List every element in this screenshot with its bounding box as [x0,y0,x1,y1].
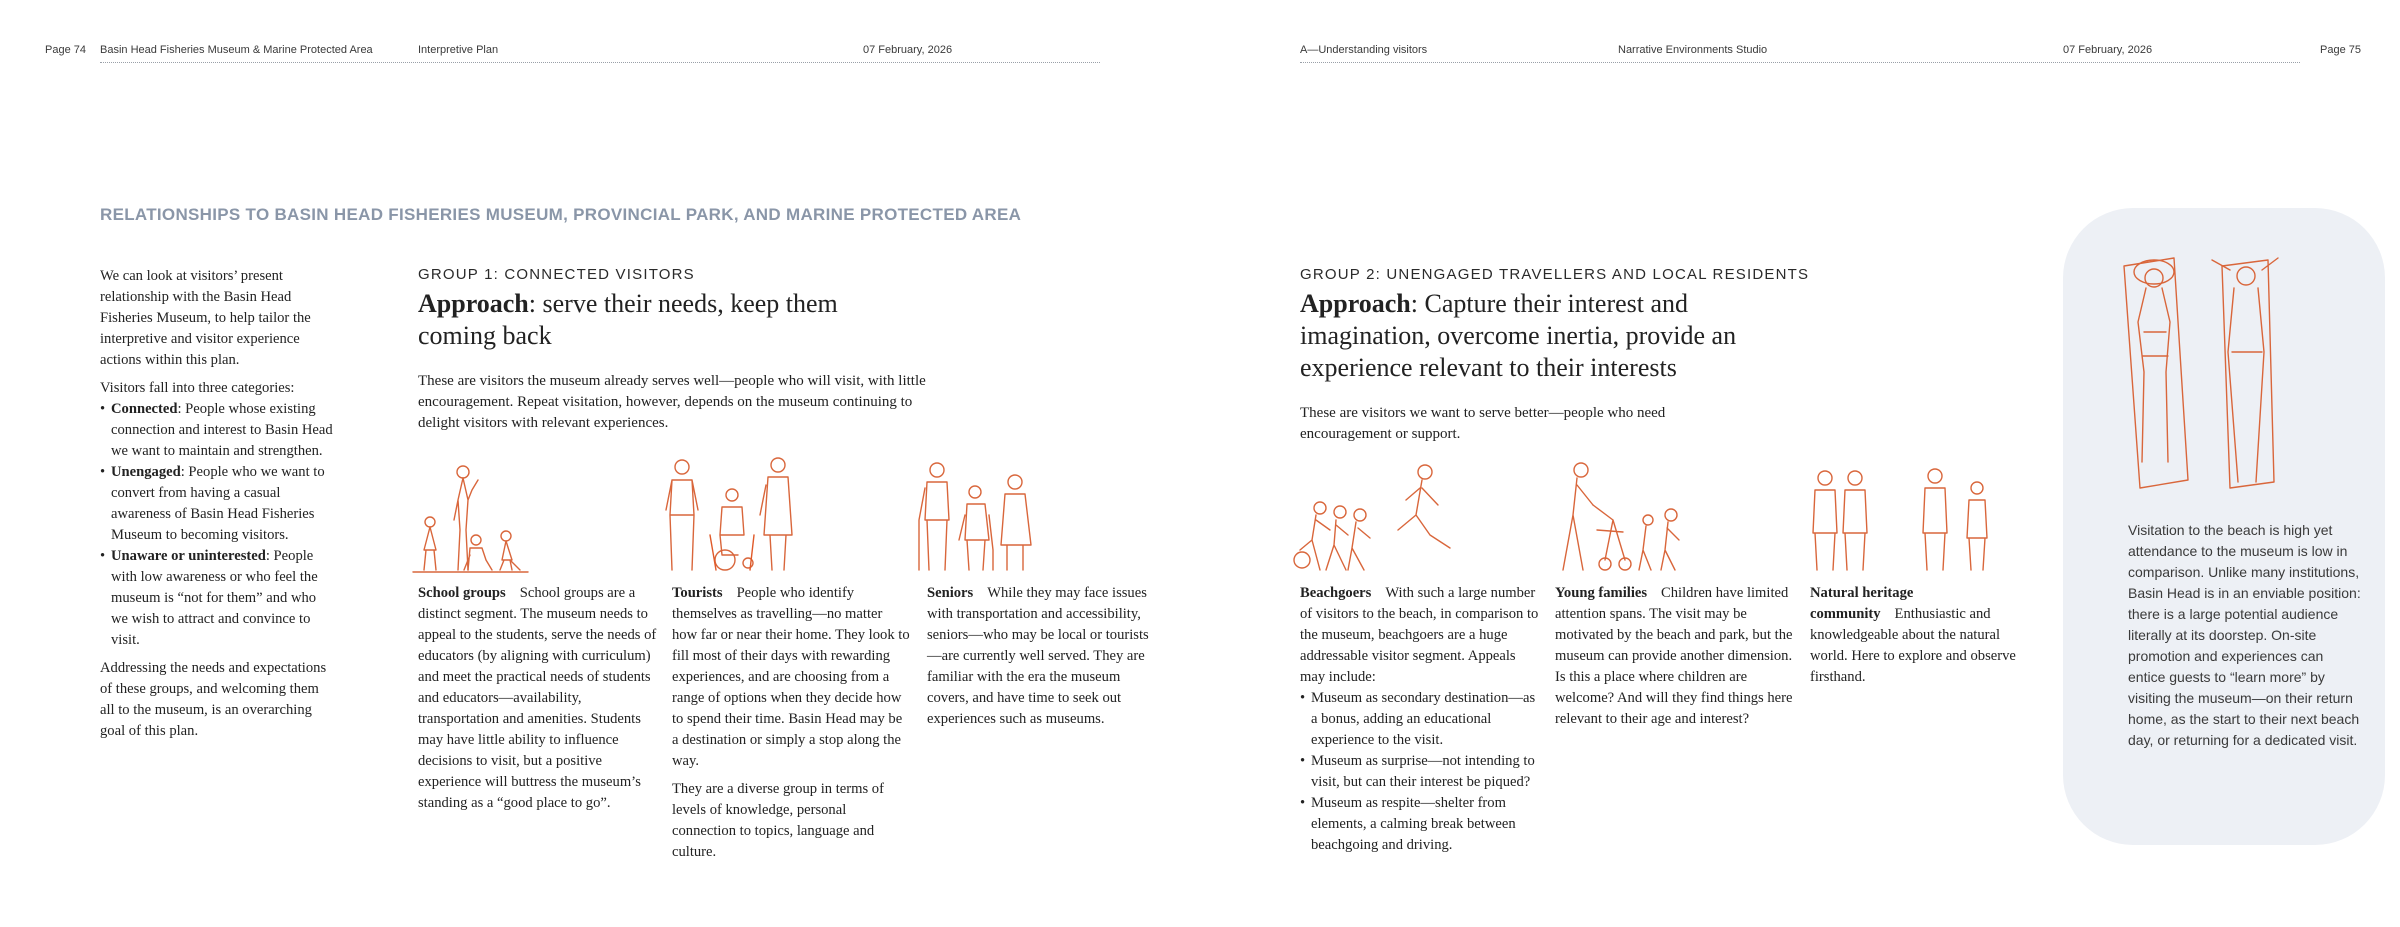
right-header-section: A—Understanding visitors [1300,44,1428,56]
segment-text: School groups are a distinct segment. The museum needs to appeal to the students, serve the needs of educators (by aligning with curriculum) and meet the practical needs of students and educators—availability, transportation and amenities. Students may have little ability to influence decisions to visit, but a positive experience will buttress the museum’s standing as a “good place to go”. [418,585,657,811]
young-families-icon [1553,460,1703,575]
category-item: • Connected: People whose existing connection and interest to Basin Head we want to maintain and strengthen. [111,399,336,462]
appeal-item: • Museum as surprise—not intending to visit, but can their interest be piqued? [1311,751,1540,793]
segment-text-secondary: They are a diverse group in terms of levels of knowledge, personal connection to topics, language and culture. [672,781,884,860]
category-item: • Unengaged: People who we want to convert from having a casual awareness of Basin Head Fisheries Museum to becoming visitors. [111,462,336,546]
segment-text: With such a large number of visitors to the beach, in comparison to the museum, beachgoers are a huge addressable visitor segment. Appeals may include: [1300,585,1539,685]
segment-young-families [1555,583,1795,730]
heritage-community-icon [1805,458,2005,573]
segment-heritage-community [1810,583,2034,688]
segment-title: Beachgoers [1300,585,1372,601]
group2-description: These are visitors we want to serve better—people who need encouragement or support. [1300,405,1666,442]
seniors-icon [915,460,1045,575]
tourists-icon [660,455,805,575]
group1-label: GROUP 1: CONNECTED VISITORS [418,266,695,283]
sunbathers-icon [2118,252,2338,507]
right-header-studio: Narrative Environments Studio [1618,44,1768,56]
segment-text: Children have limited attention spans. The visit may be motivated by the beach and park, but the museum can provide another dimension. Is this a place where children are welcome? And will they find things here relevant to their age and interest? [1555,585,1793,727]
segment-text: While they may face issues with transportation and accessibility, seniors—who may be local or tourists—are currently well served. They are familiar with the era the museum covers, and have time to seek out experiences such as museums. [927,585,1149,727]
group2-approach: Approach: Capture their interest and imagination, overcome inertia, provide an experience relevant to their interests [1300,289,1737,382]
group2-label: GROUP 2: UNENGAGED TRAVELLERS AND LOCAL RESIDENTS [1300,266,1810,283]
left-header-rule [100,62,1100,63]
left-header-doc: Interpretive Plan [418,44,499,56]
intro-column [100,266,336,749]
closing-paragraph: Addressing the needs and expectations of these groups, and welcoming them all to the museum, is an overarching goal of this plan. [100,660,327,739]
appeal-item: • Museum as respite—shelter from elements, a calming break between beachgoing and driving. [1311,793,1540,856]
segment-tourists [672,583,910,870]
left-header-date: 07 February, 2026 [863,44,953,56]
right-header-rule [1300,62,2300,63]
category-item: • Unaware or uninterested: People with low awareness or who feel the museum is “not for them” and who we wish to attract and convince to visit. [111,546,336,651]
appeals-list [1300,688,1540,856]
segment-text: Enthusiastic and knowledgeable about the natural world. Here to explore and observe firsthand. [1810,606,2016,685]
left-page-number: Page 74 [45,44,86,56]
group1-description: These are visitors the museum already serves well—people who will visit, with little encouragement. Repeat visitation, however, depends on the museum continuing to delight visitors with relevant experiences. [418,373,926,431]
segment-text: People who identify themselves as travelling—no matter how far or near their home. They look to fill most of their days with rewarding experiences, and are choosing from a range of options when they decide how to spend their time. Basin Head may be a destination or simply a stop along the way. [672,585,910,769]
categories-lead: Visitors fall into three categories: [100,380,295,396]
intro-paragraph: We can look at visitors’ present relationship with the Basin Head Fisheries Museum, to help tailor the interpretive and visitor experience actions within this plan. [100,268,311,368]
group1-approach: Approach: serve their needs, keep them coming back [418,289,838,350]
right-header-date: 07 February, 2026 [2063,44,2153,56]
sidebar-text: Visitation to the beach is high yet attendance to the museum is low in comparison. Unlike many institutions, Basin Head is in an enviable position: there is a large potential audience literally at its doorstep. On-site promotion and experiences can entice guests to “learn more” by visiting the museum—on their return home, as the start to their next beach day, or returning for a dedicated visit. [2128,522,2361,748]
segment-title: Seniors [927,585,974,601]
segment-title: Young families [1555,585,1648,601]
segment-title: School groups [418,585,506,601]
categories-list [100,399,336,651]
appeal-item: • Museum as secondary destination—as a bonus, adding an educational experience to the visit. [1311,688,1540,751]
segment-school-groups [418,583,664,814]
section-title: RELATIONSHIPS TO BASIN HEAD FISHERIES MUSEUM, PROVINCIAL PARK, AND MARINE PROTECTED AREA [100,205,1022,224]
right-page-number: Page 75 [2320,44,2361,56]
school-group-icon [408,460,533,575]
left-header-project: Basin Head Fisheries Museum & Marine Protected Area [100,44,373,56]
segment-title: Tourists [672,585,723,601]
beachgoers-icon [1290,460,1460,575]
segment-title: Natural heritage community [1810,585,1914,622]
segment-beachgoers [1300,583,1540,856]
segment-seniors [927,583,1163,730]
